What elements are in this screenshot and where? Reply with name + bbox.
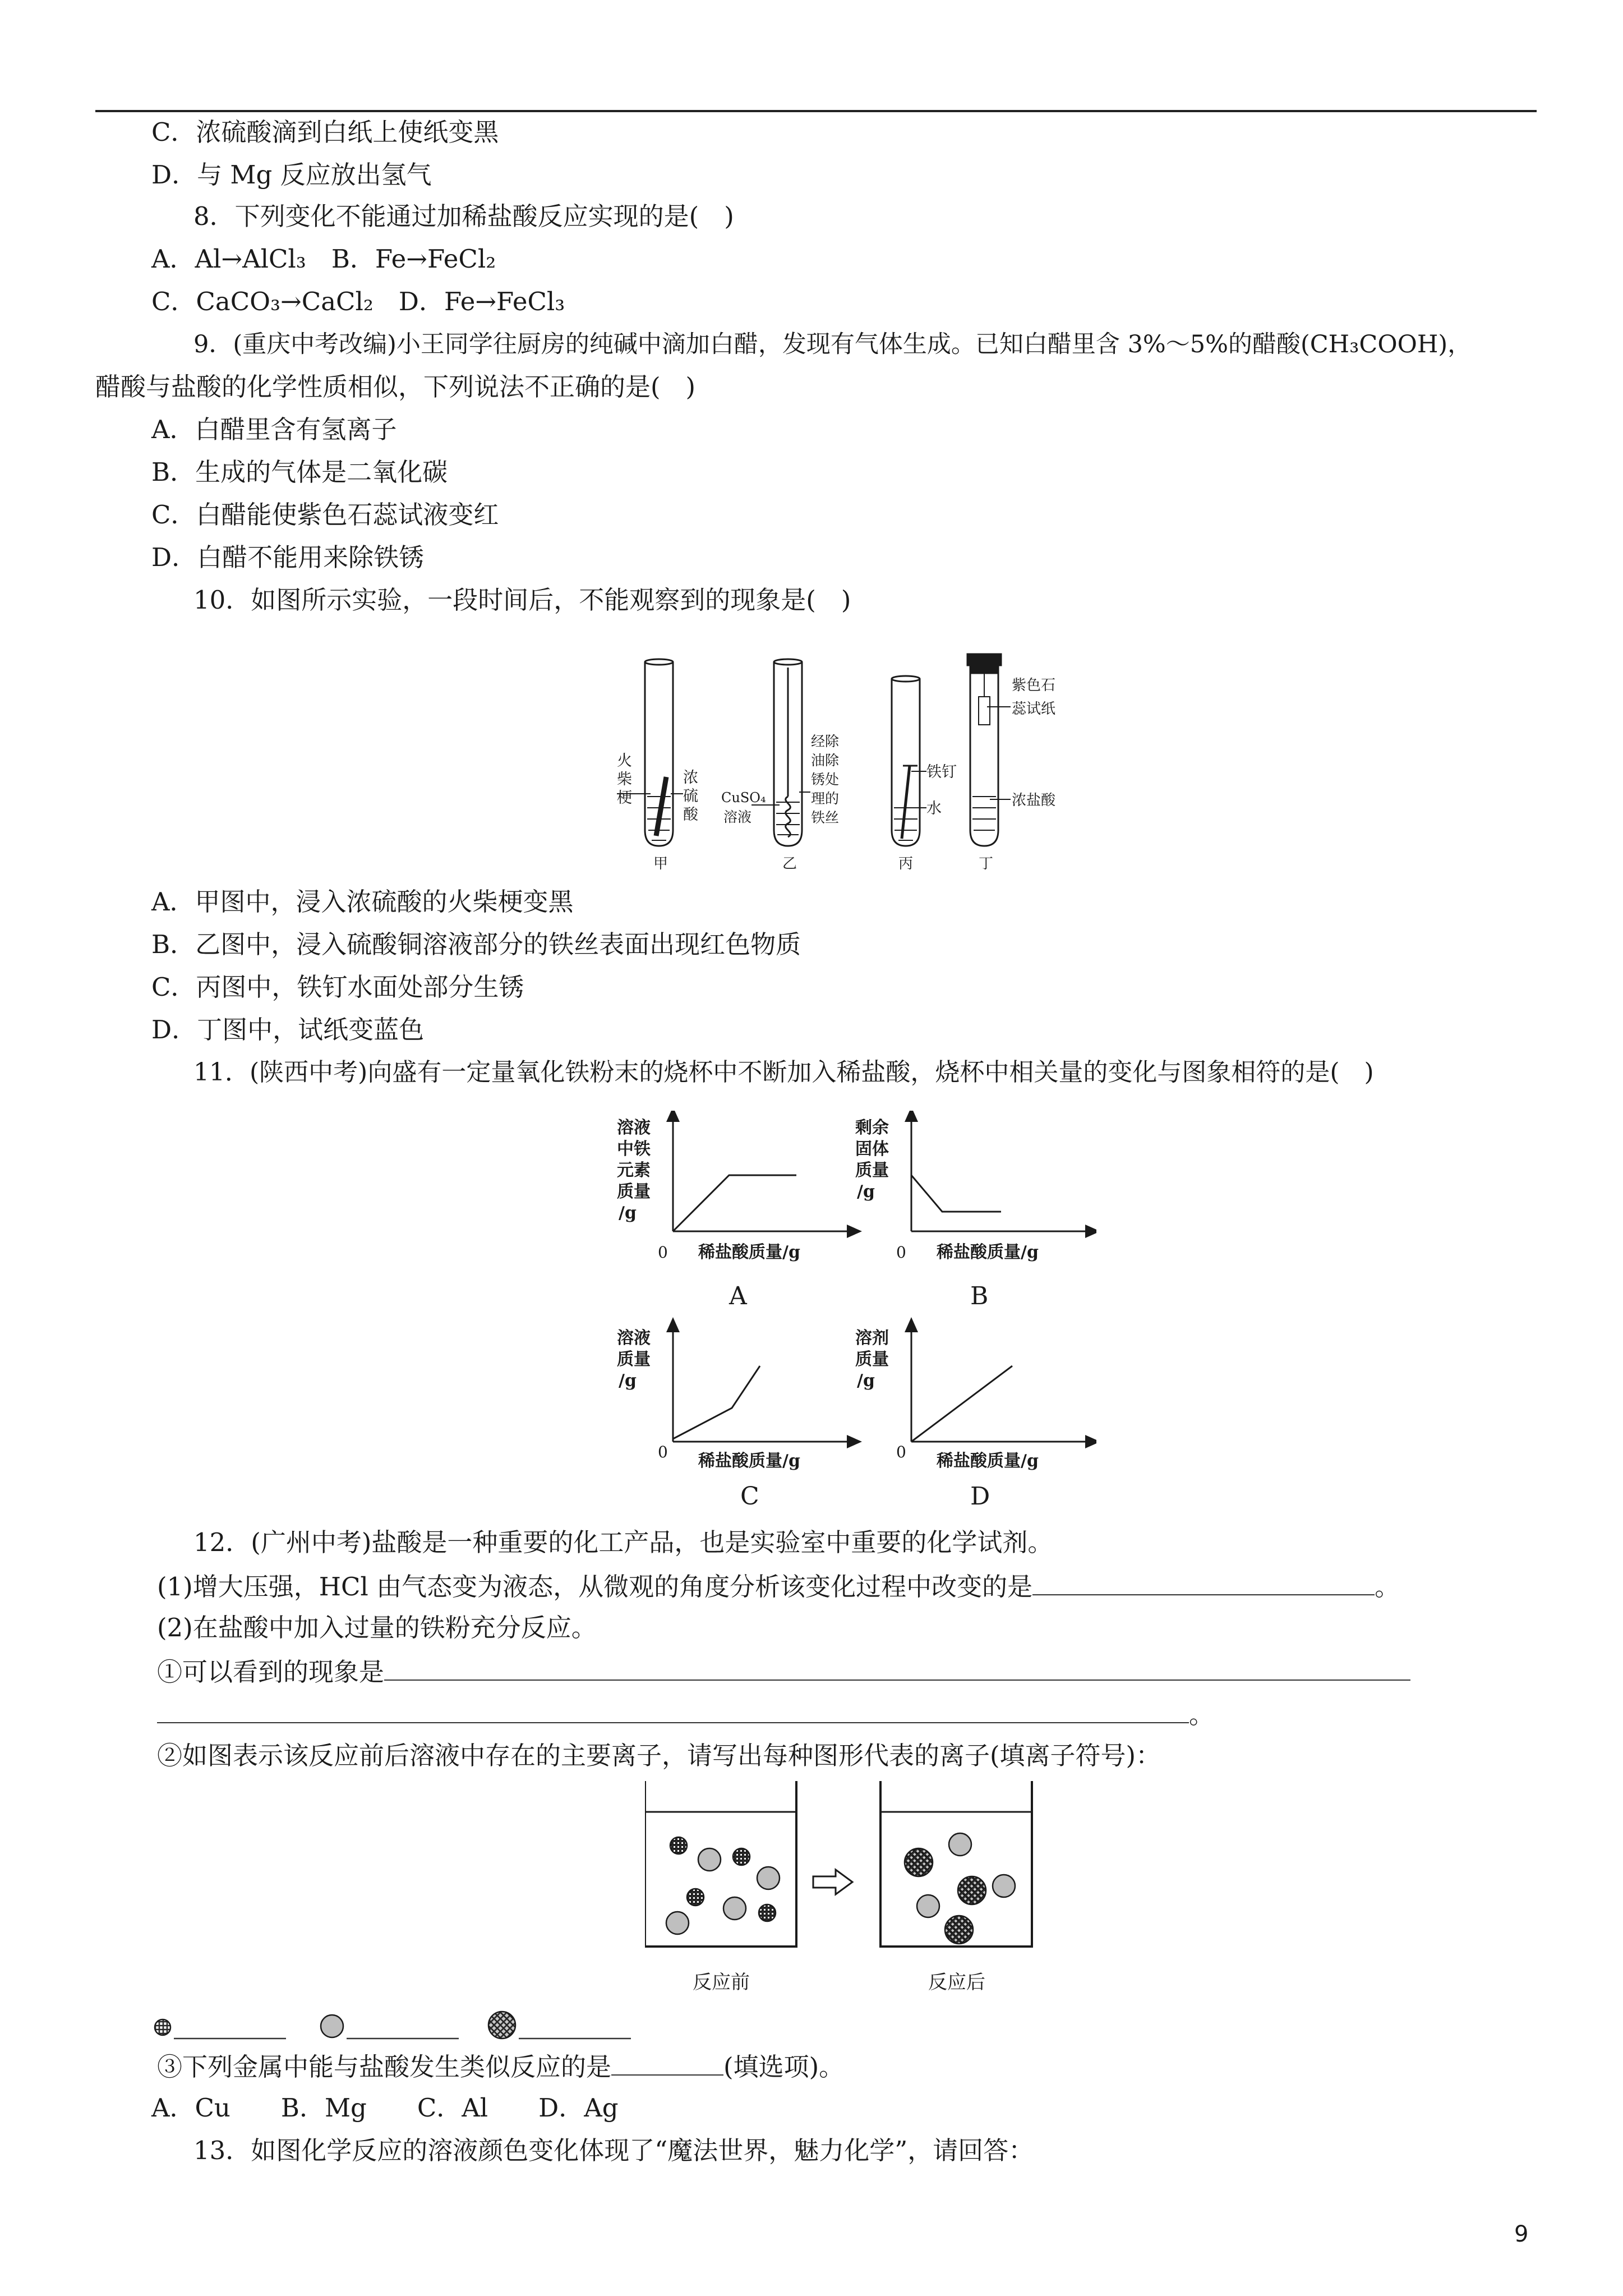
- q12-beaker-figure: [645, 1778, 1049, 2003]
- tube-bing: [892, 676, 926, 846]
- q10-option-d: D．丁图中，试纸变蓝色: [151, 1015, 425, 1045]
- q11-graph-figure: [614, 1111, 1096, 1515]
- graph-a-origin: 0: [658, 1243, 668, 1262]
- graph-b-ylabel-1: 剩余: [855, 1118, 889, 1138]
- graph-b-xlabel: 稀盐酸质量/g: [937, 1243, 1039, 1262]
- q8-options-cd: C．CaCO₃→CaCl₂ D．Fe→FeCl₃: [151, 287, 565, 316]
- graph-b-origin: 0: [896, 1243, 906, 1262]
- q9-option-a: A．白醋里含有氢离子: [151, 415, 397, 444]
- jia-label-left-2: 柴: [617, 771, 632, 788]
- q10-test-tube-figure: [611, 645, 1116, 875]
- q12-metals-tail: (填选项)。: [723, 2052, 845, 2082]
- q9-stem-line1: 9．(重庆中考改编)小王同学往厨房的纯碱中滴加白醋，发现有气体生成。已知白醋里含 3%～5%的醋酸(CH₃COOH)，: [193, 330, 1472, 358]
- graph-a-ylabel-1: 溶液: [617, 1118, 651, 1138]
- graph-c-ylabel-3: /g: [619, 1371, 637, 1391]
- ion-hatched-circle-icon: [488, 2012, 515, 2039]
- q9-option-d: D．白醋不能用来除铁锈: [151, 542, 425, 572]
- graph-b-ylabel-2: 固体: [855, 1139, 889, 1159]
- q10-option-b: B．乙图中，浸入硫酸铜溶液部分的铁丝表面出现红色物质: [151, 930, 801, 959]
- q12-part1-period: 。: [1375, 1572, 1400, 1602]
- yi-label-right-3: 锈处: [811, 771, 840, 788]
- graph-a: [673, 1114, 855, 1231]
- bing-label-water: 水: [926, 800, 942, 817]
- q12-part2-observation: [157, 1654, 1410, 1689]
- beaker-after: [880, 1781, 1032, 1947]
- graph-d-curve: [911, 1366, 1012, 1442]
- q12-part2-observation-cont: [157, 1696, 1214, 1732]
- beaker-before-label: 反应前: [693, 1971, 750, 1994]
- q13-stem: 13．如图化学反应的溶液颜色变化体现了“魔法世界，魅力化学”，请回答：: [193, 2136, 1034, 2165]
- ding-label-paper-1: 紫色石: [1012, 677, 1056, 694]
- q9-option-b: B．生成的气体是二氧化碳: [151, 457, 448, 487]
- ion-legend-row: [151, 2006, 645, 2045]
- beaker-before: [645, 1781, 796, 1947]
- q12-observation-text: ①可以看到的现象是: [157, 1657, 385, 1687]
- q12-observation-blank-1[interactable]: [384, 1654, 1410, 1681]
- graph-a-ylabel-4: 质量: [617, 1182, 651, 1202]
- q7-option-d: D．与 Mg 反应放出氢气: [151, 160, 432, 190]
- caption-jia: 甲: [653, 855, 668, 872]
- graph-c-origin: 0: [658, 1443, 668, 1461]
- q12-part2-ions: ②如图表示该反应前后溶液中存在的主要离子，请写出每种图形代表的离子(填离子符号)：: [157, 1741, 1161, 1770]
- q11-stem: 11．(陕西中考)向盛有一定量氧化铁粉末的烧杯中不断加入稀盐酸，烧杯中相关量的变化与图象相符的是( ): [193, 1058, 1374, 1087]
- q12-part2-metals: [157, 2049, 844, 2084]
- caption-yi: 乙: [782, 855, 797, 872]
- yi-label-right-1: 经除: [811, 733, 840, 749]
- q12-part1: [157, 1568, 1400, 1604]
- graph-b: [911, 1114, 1094, 1231]
- header-rule: [95, 110, 1537, 112]
- ion-grid-circle-icon: [155, 2019, 170, 2035]
- ion-gray-circle-icon: [321, 2015, 343, 2037]
- q12-metals-text: ③下列金属中能与盐酸发生类似反应的是: [157, 2052, 612, 2082]
- q12-part2: (2)在盐酸中加入过量的铁粉充分反应。: [157, 1613, 597, 1642]
- reaction-arrow: [813, 1870, 852, 1894]
- yi-label-right-2: 油除: [811, 752, 840, 769]
- q12-metals-answer-blank[interactable]: [611, 2049, 723, 2076]
- q8-stem: 8．下列变化不能通过加稀盐酸反应实现的是( ): [193, 201, 734, 231]
- graph-c-ylabel-2: 质量: [617, 1350, 651, 1369]
- q12-stem: 12．(广州中考)盐酸是一种重要的化工产品，也是实验室中重要的化学试剂。: [193, 1527, 1053, 1557]
- jia-label-right-1: 浓: [683, 769, 698, 786]
- ding-label-paper-2: 蕊试纸: [1012, 701, 1056, 717]
- graph-b-curve: [911, 1175, 1001, 1212]
- graph-d-letter: D: [970, 1482, 990, 1511]
- graph-c: [673, 1324, 855, 1442]
- ding-label-acid: 浓盐酸: [1012, 792, 1056, 809]
- q10-option-c: C．丙图中，铁钉水面处部分生锈: [151, 972, 524, 1002]
- graph-a-curve: [673, 1175, 796, 1231]
- yi-label-right-5: 铁丝: [811, 809, 840, 826]
- jia-label-left-3: 梗: [617, 789, 632, 807]
- caption-ding: 丁: [979, 855, 994, 872]
- yi-label-left-2: 溶液: [723, 809, 752, 825]
- graph-d-ylabel-2: 质量: [855, 1350, 889, 1369]
- graph-a-ylabel-2: 中铁: [617, 1139, 651, 1159]
- graph-d-origin: 0: [896, 1443, 906, 1461]
- yi-label-left-1: CuSO₄: [721, 790, 766, 806]
- q12-observation-blank-2[interactable]: [157, 1696, 1189, 1723]
- graph-b-ylabel-4: /g: [857, 1182, 875, 1202]
- graph-a-ylabel-3: 元素: [617, 1161, 651, 1180]
- page-number: 9: [1514, 2221, 1529, 2247]
- graph-d-ylabel-1: 溶剂: [855, 1328, 889, 1348]
- graph-a-ylabel-5: /g: [619, 1203, 637, 1223]
- graph-c-ylabel-1: 溶液: [617, 1328, 651, 1348]
- q8-options-ab: A．Al→AlCl₃ B．Fe→FeCl₂: [151, 244, 496, 274]
- yi-label-right-4: 理的: [811, 790, 840, 807]
- graph-c-xlabel: 稀盐酸质量/g: [698, 1451, 800, 1471]
- jia-label-left-1: 火: [617, 752, 632, 770]
- q10-option-a: A．甲图中，浸入浓硫酸的火柴梗变黑: [151, 887, 574, 917]
- tube-yi: [751, 659, 810, 846]
- graph-d-xlabel: 稀盐酸质量/g: [937, 1451, 1039, 1471]
- tube-ding: [967, 654, 1011, 846]
- graph-c-letter: C: [740, 1482, 759, 1511]
- beaker-after-label: 反应后: [928, 1971, 985, 1994]
- q12-part1-answer-blank[interactable]: [1032, 1568, 1375, 1595]
- q9-option-c: C．白醋能使紫色石蕊试液变红: [151, 500, 499, 530]
- jia-label-right-2: 硫: [683, 788, 698, 805]
- graph-c-curve: [673, 1366, 760, 1439]
- q7-option-c: C．浓硫酸滴到白纸上使纸变黑: [151, 117, 499, 147]
- caption-bing: 丙: [898, 855, 914, 872]
- q12-metal-options: A．Cu B．Mg C．Al D．Ag: [151, 2093, 619, 2123]
- jia-label-right-3: 酸: [683, 806, 698, 823]
- graph-a-letter: A: [729, 1282, 747, 1310]
- q9-stem-line2: 醋酸与盐酸的化学性质相似，下列说法不正确的是( ): [95, 372, 696, 402]
- graph-d: [911, 1324, 1094, 1442]
- graph-b-ylabel-3: 质量: [855, 1161, 889, 1180]
- bing-label-nail: 铁钉: [926, 763, 957, 781]
- q12-observation-period: 。: [1189, 1700, 1215, 1729]
- q10-stem: 10．如图所示实验，一段时间后，不能观察到的现象是( ): [193, 585, 851, 615]
- graph-a-xlabel: 稀盐酸质量/g: [698, 1243, 800, 1262]
- graph-d-ylabel-3: /g: [857, 1371, 875, 1391]
- graph-b-letter: B: [970, 1282, 989, 1310]
- q12-part1-text: (1)增大压强，HCl 由气态变为液态，从微观的角度分析该变化过程中改变的是: [157, 1572, 1033, 1602]
